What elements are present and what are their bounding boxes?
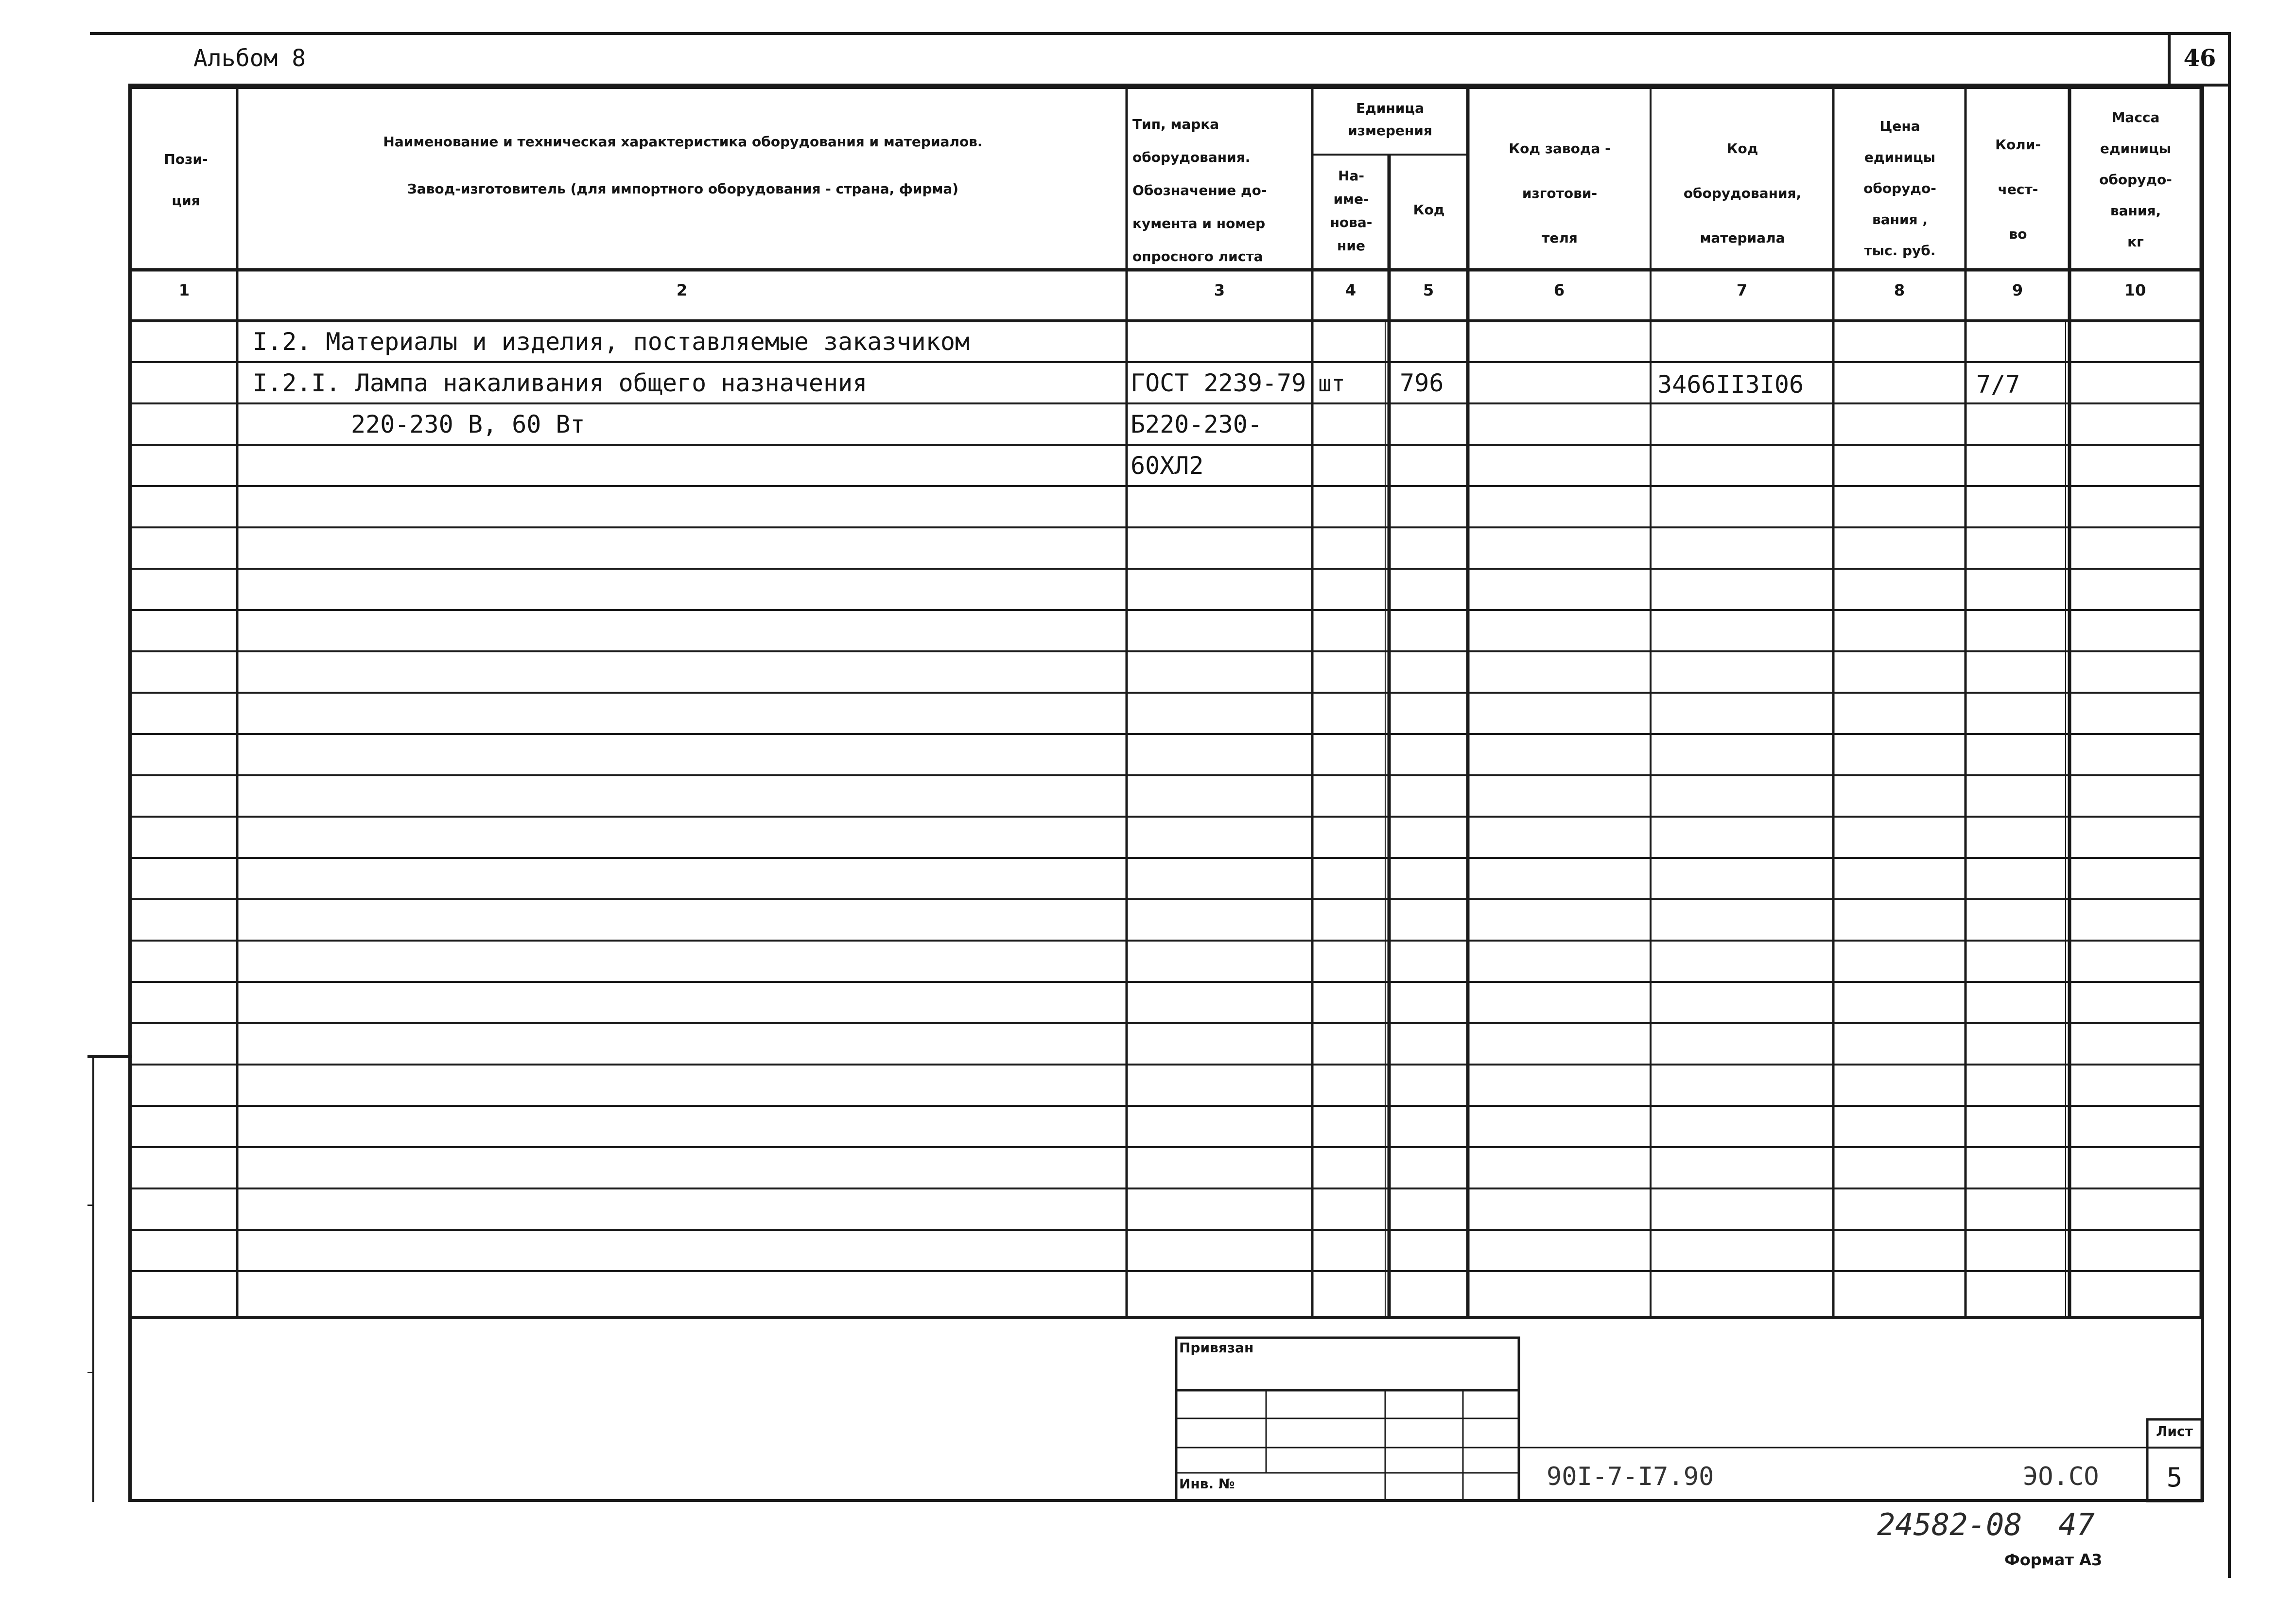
header-price-line2: единицы: [1864, 149, 1936, 165]
header-type-line4: кумента и номер: [1132, 215, 1266, 231]
column-number-5: 5: [1423, 281, 1434, 299]
header-type-line2: оборудования.: [1132, 149, 1251, 165]
header-name-line2: Завод-изготовитель (для импортного оборудования - страна, фирма): [407, 181, 959, 197]
row4-doc: 60ХЛ2: [1131, 452, 1204, 480]
stamp-sheet-number: 5: [2166, 1462, 2183, 1493]
row2-unit: шт: [1318, 370, 1345, 397]
row2-name: I.2.I. Лампа накаливания общего назначения: [253, 369, 868, 397]
header-qty-line1: Коли-: [1995, 137, 2041, 153]
header-price-line3: оборудо-: [1863, 180, 1936, 196]
column-number-3: 3: [1214, 281, 1225, 299]
column-number-10: 10: [2124, 281, 2146, 299]
header-name-line1: Наименование и техническая характеристика оборудования и материалов.: [383, 134, 983, 150]
header-mass-line1: Масса: [2111, 109, 2160, 125]
header-equipcode-line2: оборудования,: [1683, 185, 1802, 201]
header-mass-line3: оборудо-: [2099, 172, 2172, 188]
header-equipcode-line3: материала: [1700, 230, 1785, 246]
header-qty-line2: чест-: [1998, 181, 2038, 197]
row2-doc: ГОСТ 2239-79: [1131, 369, 1306, 397]
header-mass-line5: кг: [2127, 234, 2144, 250]
row2-code: 796: [1400, 369, 1444, 397]
row2-qty: 7/7: [1976, 370, 2020, 399]
header-price-line1: Цена: [1879, 118, 1920, 134]
stamp-doc-code: 90I-7-I7.90: [1547, 1462, 1714, 1491]
stamp-privyazan: Привязан: [1179, 1340, 1254, 1356]
format-label: Формат А3: [2004, 1551, 2103, 1569]
header-qty-line3: во: [2009, 226, 2027, 242]
row3-doc: Б220-230-: [1131, 410, 1262, 438]
header-unit-code: Код: [1413, 202, 1445, 218]
album-title: Альбом 8: [193, 45, 306, 72]
column-number-2: 2: [676, 281, 688, 299]
column-number-4: 4: [1345, 281, 1357, 299]
stamp-section: ЭО.СО: [2023, 1462, 2099, 1491]
column-number-6: 6: [1553, 281, 1565, 299]
header-factory-line3: теля: [1542, 230, 1578, 246]
stamp-inv-no: Инв. №: [1179, 1476, 1235, 1492]
header-type-line3: Обозначение до-: [1132, 182, 1267, 198]
column-number-8: 8: [1894, 281, 1905, 299]
column-number-7: 7: [1736, 281, 1748, 299]
header-price-line4: вания ,: [1872, 211, 1928, 227]
column-number-1: 1: [178, 281, 190, 299]
header-price-line5: тыс. руб.: [1864, 243, 1936, 259]
header-type-line1: Тип, марка: [1132, 116, 1219, 132]
header-mass-line2: единицы: [2100, 140, 2172, 157]
header-unit-group: Единица измерения: [1348, 100, 1432, 139]
column-number-9: 9: [2012, 281, 2023, 299]
header-position: Пози- ция: [164, 151, 208, 209]
header-unit-name: На- име- нова- ние: [1330, 168, 1373, 254]
handwritten-number: 24582-08 47: [1877, 1507, 2095, 1542]
header-type-line5: опросного листа: [1132, 248, 1263, 264]
row1-name: I.2. Материалы и изделия, поставляемые заказчиком: [253, 328, 970, 356]
header-factory-line1: Код завода -: [1509, 140, 1611, 157]
page-number: 46: [2183, 45, 2216, 72]
row2-equip-code: 3466II3I06: [1657, 370, 1804, 399]
header-factory-line2: изготови-: [1522, 185, 1598, 201]
header-equipcode-line1: Код: [1726, 140, 1758, 157]
row3-name: 220-230 В, 60 Вт: [351, 410, 585, 438]
stamp-sheet-label: Лист: [2156, 1423, 2193, 1439]
header-mass-line4: вания,: [2110, 203, 2161, 219]
